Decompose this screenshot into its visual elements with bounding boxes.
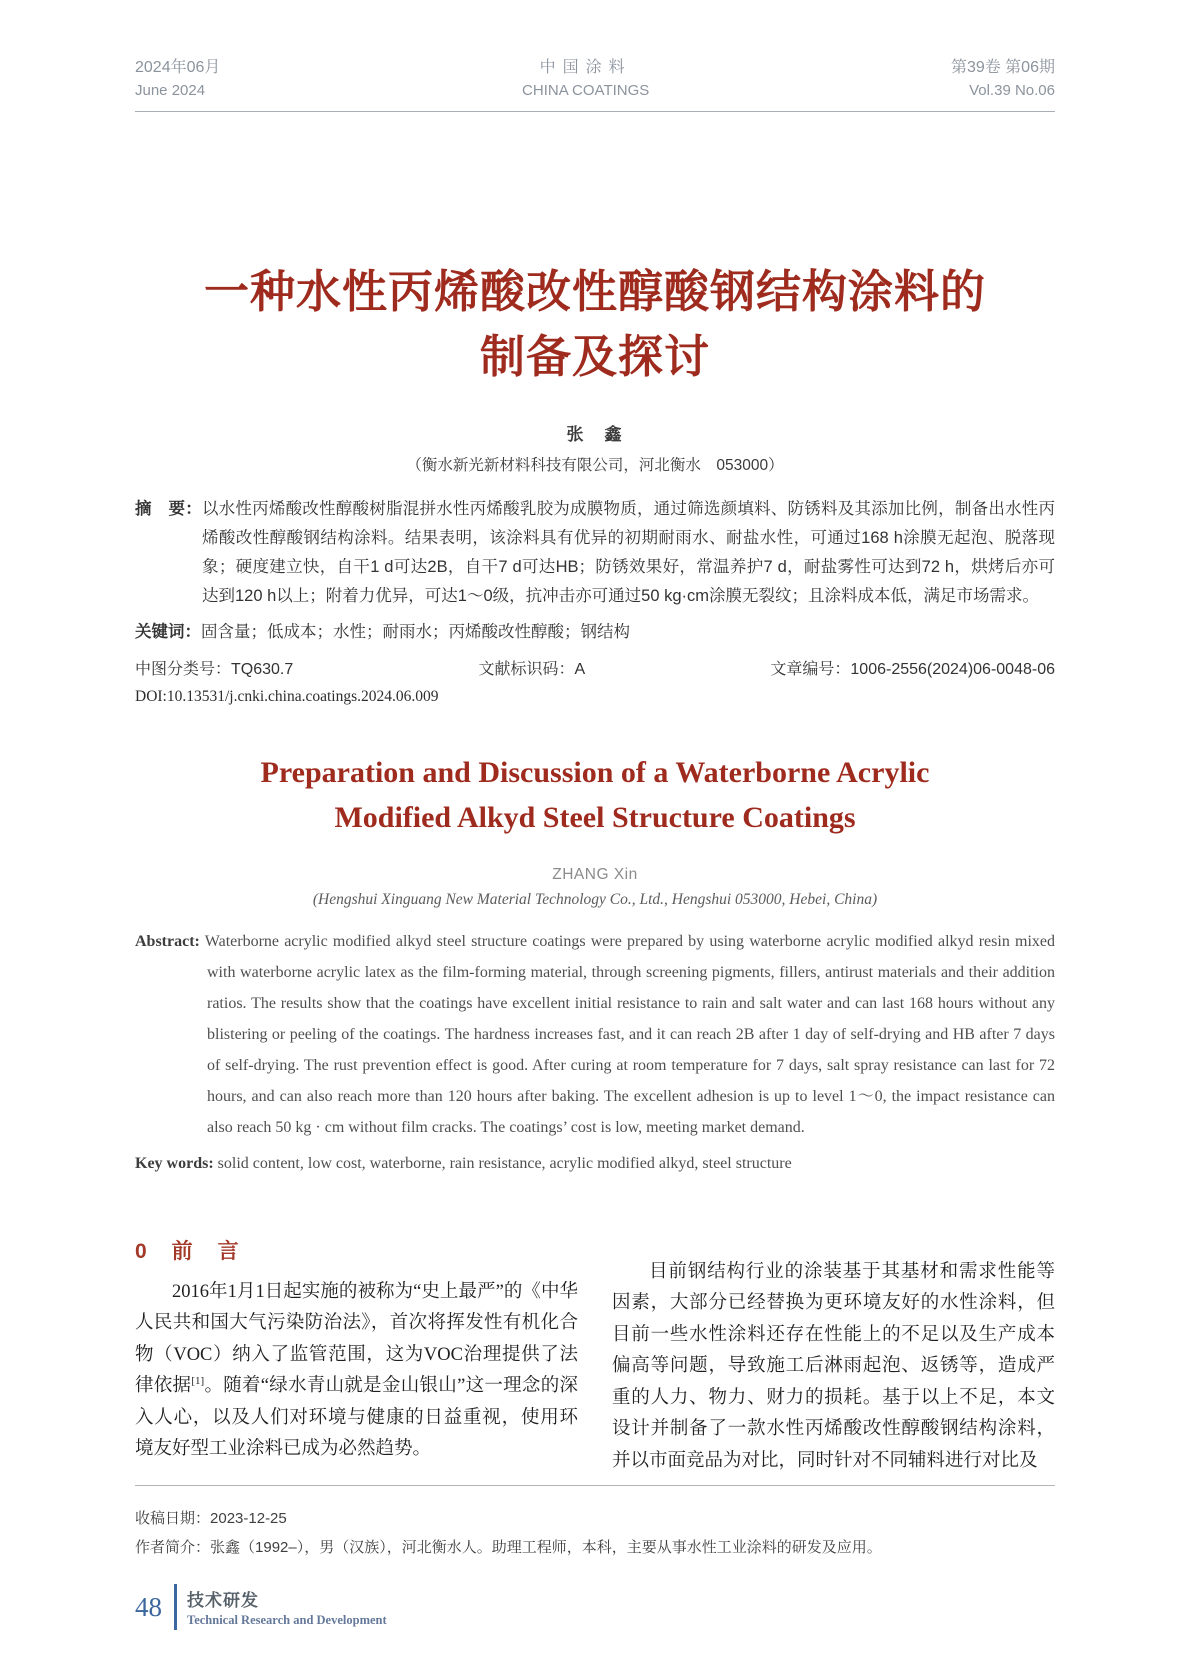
paper-page	[0, 56, 1187, 1656]
keywords-cn	[135, 618, 1055, 647]
footnotes	[135, 1494, 1055, 1562]
classification-row	[135, 656, 1055, 679]
abstract-cn-label: 摘 要：	[135, 499, 202, 518]
citation-ref-1: [1]	[191, 1375, 205, 1388]
keywords-en-text: solid content, low cost, waterborne, rain resistance, acrylic modified alkyd, steel structure	[217, 1154, 792, 1172]
article-title-en-line2: Modified Alkyd Steel Structure Coatings	[334, 801, 856, 835]
author-bio-label: 作者简介：	[135, 1539, 211, 1557]
author-bio-value: 张鑫（1992–），男（汉族），河北衡水人。助理工程师，本科，主要从事水性工业涂料的研发及应用。	[210, 1539, 882, 1557]
keywords-en-label: Key words:	[135, 1154, 214, 1172]
column-name-en: Technical Research and Development	[187, 1613, 387, 1628]
article-number	[770, 656, 1055, 679]
journal-issue-en: Vol.39 No.06	[969, 82, 1055, 99]
article-title-en-line1: Preparation and Discussion of a Waterborne Acrylic	[260, 755, 930, 789]
article-title-cn	[135, 260, 1055, 390]
section-heading-intro: 0 前 言	[135, 1239, 241, 1263]
journal-date-cn: 2024年06月	[135, 59, 221, 76]
article-title-cn-line2: 制备及探讨	[479, 330, 710, 382]
column-name-cn: 技术研发	[187, 1591, 259, 1611]
intro-left-text-1: 2016年1月1日起实施的被称为“史上最严”的《中华人民共和国大气污染防治法》，首次将挥发性有机化合物（VOC）纳入了监管范围，这为VOC治理提供了法律依据	[135, 1281, 578, 1397]
document-code-value: A	[574, 660, 586, 678]
intro-left-text-2: 。随着“绿水青山就是金山银山”这一理念的深入人心，以及人们对环境与健康的日益重视，使用环境友好型工业涂料已成为必然趋势。	[135, 1376, 578, 1460]
abstract-cn-text: 以水性丙烯酸改性醇酸树脂混拼水性丙烯酸乳胶为成膜物质，通过筛选颜填料、防锈料及其添加比例，制备出水性丙烯酸改性醇酸钢结构涂料。结果表明，该涂料具有优异的初期耐雨水、耐盐水性，可通过168 h涂膜无起泡、脱落现象；硬度建立快，自干1 d可达2B，自干7 d可达HB；防锈效果好，常温养护7 d，耐盐雾性可达到72 h，烘烤后亦可达到120 h以上；附着力优异，可达1～0级，抗冲击亦可通过50 kg·cm涂膜无裂纹；且涂料成本低，满足市场需求。	[201, 499, 1056, 605]
clc-value: TQ630.7	[231, 660, 294, 678]
intro-paragraph-right: 目前钢结构行业的涂装基于其基材和需求性能等因素，大部分已经替换为更环境友好的水性涂料，但目前一些水性涂料还存在性能上的不足以及生产成本偏高等问题，导致施工后淋雨起泡、返锈等，造成严重的人力、物力、财力的损耗。基于以上不足，本文设计并制备了一款水性丙烯酸改性醇酸钢结构涂料，并以市面竞品为对比，同时针对不同辅料进行对比及	[612, 1261, 1055, 1471]
received-date-value: 2023-12-25	[210, 1510, 287, 1528]
affiliation-en: (Hengshui Xinguang New Material Technology Co., Ltd., Hengshui 053000, Hebei, China)	[312, 890, 878, 908]
intro-paragraph-left	[135, 1277, 578, 1466]
body-section	[135, 1235, 1055, 1478]
abstract-en	[135, 926, 1055, 1143]
keywords-cn-label: 关键词：	[135, 622, 201, 641]
keywords-en	[135, 1148, 1055, 1179]
article-number-label: 文章编号：	[770, 660, 851, 678]
clc-label: 中图分类号：	[135, 660, 232, 678]
column-name	[187, 1586, 387, 1628]
affiliation-cn: （衡水新光新材料科技有限公司，河北衡水 053000）	[406, 456, 784, 474]
abstract-en-label: Abstract:	[135, 932, 200, 950]
body-column-right	[612, 1235, 1055, 1478]
journal-date-en: June 2024	[135, 82, 206, 99]
journal-date	[135, 56, 220, 102]
journal-issue	[951, 56, 1055, 102]
page-footer	[135, 1584, 1055, 1630]
keywords-cn-text: 固含量；低成本；水性；耐雨水；丙烯酸改性醇酸；钢结构	[201, 622, 630, 641]
footnote-divider	[135, 1485, 1055, 1486]
abstract-cn	[135, 495, 1055, 611]
author-bio	[135, 1533, 1055, 1562]
doi: DOI:10.13531/j.cnki.china.coatings.2024.06.009	[135, 687, 439, 705]
document-code-label: 文献标识码：	[478, 660, 575, 678]
document-code	[478, 656, 585, 679]
abstract-en-text: Waterborne acrylic modified alkyd steel structure coatings were prepared by using waterborne acrylic modified alkyd resin mixed with waterborne acrylic latex as the film-forming material, through screening pigments, fillers, antirust materials and their addition ratios. The results show that the coatings have excellent initial resistance to rain and salt water and can last 168 hours without any blistering or peeling of the coatings. The hardness increases fast, and it can reach 2B after 1 day of self-drying and HB after 7 days of self-drying. The rust prevention effect is good. After curing at room temperature for 7 days, salt spray resistance can last for 72 hours, and can also reach more than 120 hours after baking. The excellent adhesion is up to level 1～0, the impact resistance can also reach 50 kg · cm without film cracks. The coatings’ cost is low, meeting market demand.	[204, 932, 1055, 1136]
body-column-left	[135, 1235, 578, 1478]
received-date	[135, 1504, 1055, 1533]
journal-name	[522, 56, 649, 102]
journal-issue-cn: 第39卷 第06期	[950, 59, 1055, 76]
author-name-cn: 张 鑫	[566, 424, 624, 444]
journal-name-cn: 中国涂料	[539, 59, 632, 76]
article-number-value: 1006-2556(2024)06-0048-06	[850, 660, 1055, 678]
author-name-en: ZHANG Xin	[552, 865, 638, 883]
article-title-en	[135, 750, 1055, 841]
clc-number	[135, 656, 293, 679]
page-number: 48	[135, 1591, 162, 1622]
article-title-cn-line1: 一种水性丙烯酸改性醇酸钢结构涂料的	[203, 266, 986, 317]
footer-accent-bar	[174, 1584, 177, 1630]
journal-header	[135, 56, 1055, 112]
received-date-label: 收稿日期：	[135, 1510, 211, 1528]
journal-name-en: CHINA COATINGS	[522, 82, 650, 99]
